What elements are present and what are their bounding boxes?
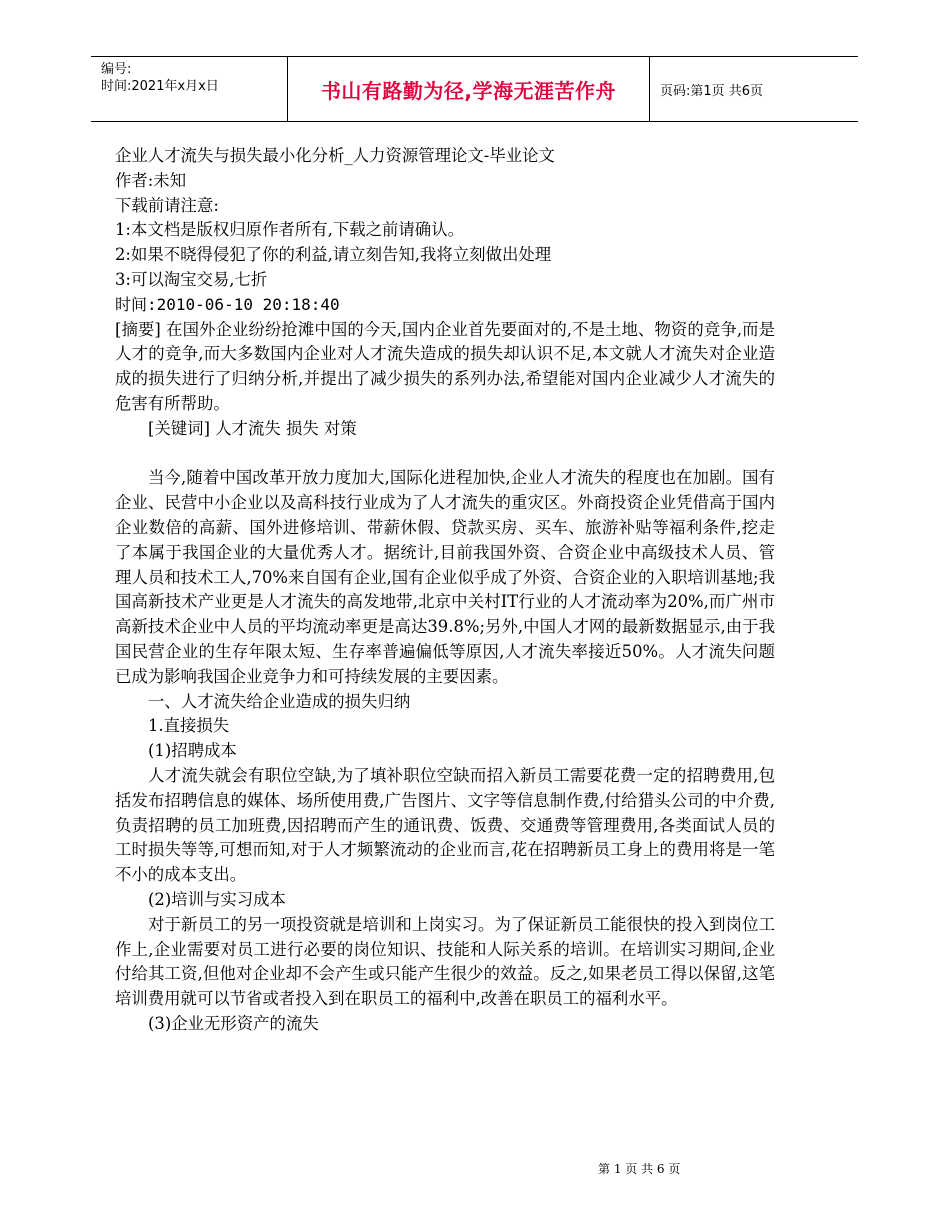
subsection-heading-direct-loss: 1.直接损失 bbox=[148, 716, 230, 736]
motto-cell bbox=[287, 57, 650, 121]
download-notice-2: 2:如果不晓得侵犯了你的利益,请立刻告知,我将立刻做出处理 bbox=[115, 245, 552, 265]
document-body bbox=[115, 144, 775, 1037]
download-notice-3: 3:可以淘宝交易,七折 bbox=[115, 269, 268, 289]
training-cost-paragraph: 对于新员工的另一项投资就是培训和上岗实习。为了保证新员工能很快的投入到岗位工作上,企业需要对员工进行必要的岗位知识、技能和人际关系的培训。在培训实习期间,企业付给其工资,但他对企业却不会产生或只能产生很少的效益。反之,如果老员工得以保留,这笔培训费用就可以节省或者投入到在职员工的福利中,改善在职员工的福利水平。 bbox=[115, 914, 775, 1009]
doc-author: 作者:未知 bbox=[115, 170, 187, 190]
abstract-paragraph: [摘要] 在国外企业纷纷抢滩中国的今天,国内企业首先要面对的,不是土地、物资的竞争,而是人才的竞争,而大多数国内企业对人才流失造成的损失却认识不足,本文就人才流失对企业造成的损失进行了归纳分析,并提出了减少损失的系列办法,希望能对国内企业减少人才流失的危害有所帮助。 bbox=[115, 319, 775, 413]
download-notice-heading: 下载前请注意: bbox=[115, 195, 219, 215]
page-info-cell bbox=[650, 57, 858, 121]
recruitment-cost-paragraph: 人才流失就会有职位空缺,为了填补职位空缺而招入新员工需要花费一定的招聘费用,包括发布招聘信息的媒体、场所使用费,广告图片、文字等信息制作费,付给猎头公司的中介费,负责招聘的员工加班费,因招聘而产生的通讯费、饭费、交通费等管理费用,各类面试人员的工时损失等等,可想而知,对于人才频繁流动的企业而言,花在招聘新员工身上的费用将是一笔不小的成本支出。 bbox=[115, 765, 775, 885]
download-notice-1: 1:本文档是版权归原作者所有,下载之前请确认。 bbox=[115, 220, 464, 240]
code-label: 编号: bbox=[101, 62, 132, 77]
doc-title: 企业人才流失与损失最小化分析_人力资源管理论文-毕业论文 bbox=[115, 146, 555, 165]
keywords-line: [关键词] 人才流失 损失 对策 bbox=[148, 418, 357, 438]
section-heading-1: 一、人才流失给企业造成的损失归纳 bbox=[148, 691, 411, 711]
subsection-heading-intangible-assets: (3)企业无形资产的流失 bbox=[148, 1013, 319, 1033]
doc-time: 时间:2010-06-10 20:18:40 bbox=[115, 294, 340, 314]
blank-line bbox=[115, 442, 775, 467]
time-label: 时间:2021年x月x日 bbox=[101, 79, 219, 94]
page-info-text: 页码:第1页 共6页 bbox=[660, 83, 764, 99]
motto-text: 书山有路勤为径,学海无涯苦作舟 bbox=[320, 78, 617, 103]
page-footer: 第 1 页 共 6 页 bbox=[598, 1162, 681, 1176]
subsection-heading-recruitment-cost: (1)招聘成本 bbox=[148, 741, 237, 761]
header-left-cell bbox=[91, 57, 287, 121]
intro-paragraph: 当今,随着中国改革开放力度加大,国际化进程加快,企业人才流失的程度也在加剧。国有企业、民营中小企业以及高科技行业成为了人才流失的重灾区。外商投资企业凭借高于国内企业数倍的高薪、国外进修培训、带薪休假、贷款买房、买车、旅游补贴等福利条件,挖走了本属于我国企业的大量优秀人才。据统计,目前我国外资、合资企业中高级技术人员、管理人员和技术工人,70%来自国有企业,国有企业似乎成了外资、合资企业的入职培训基地;我国高新技术产业更是人才流失的高发地带,北京中关村IT行业的人才流动率为20%,而广州市高新技术企业中人员的平均流动率更是高达39.8%;另外,中国人才网的最新数据显示,由于我国民营企业的生存年限太短、生存率普遍偏低等原因,人才流失率接近50%。人才流失问题已成为影响我国企业竞争力和可持续发展的主要因素。 bbox=[115, 468, 775, 686]
page-header bbox=[91, 56, 858, 122]
subsection-heading-training-cost: (2)培训与实习成本 bbox=[148, 889, 286, 909]
